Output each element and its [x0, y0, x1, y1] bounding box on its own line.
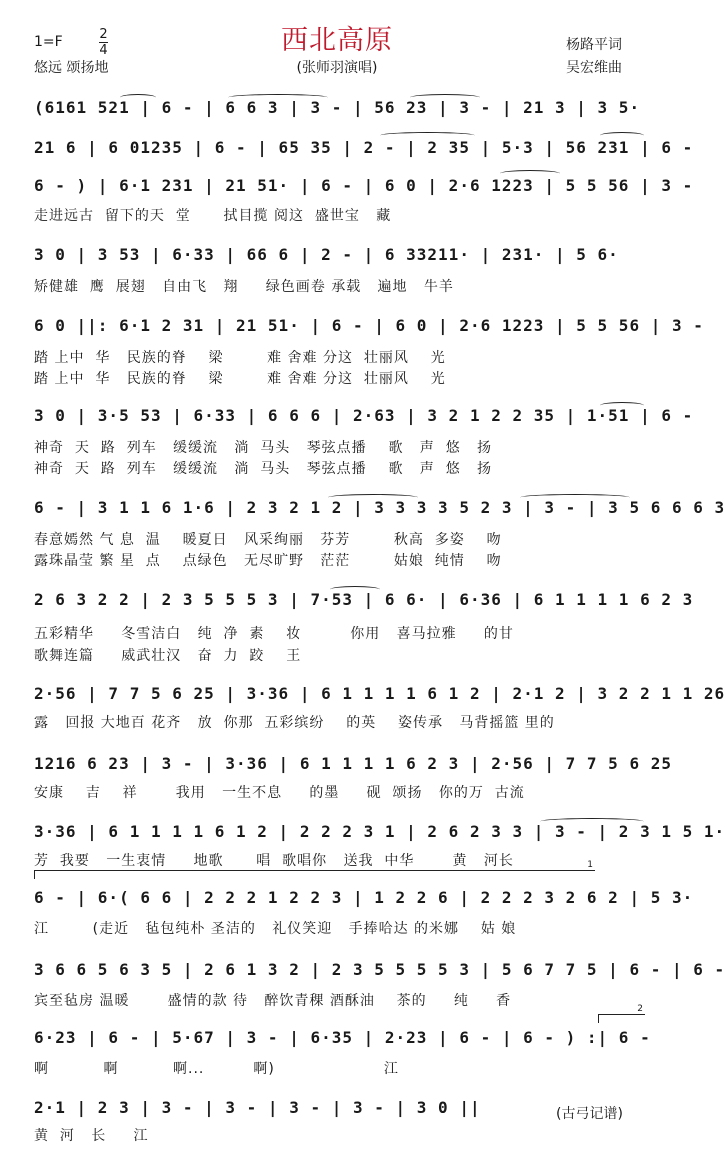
slur	[540, 818, 644, 825]
music-line: 6 - | 3 1 1 6 1·6 | 2 3 2 1 2 | 3 3 3 3 5 2 3 | 3 - | 3 5 6 6 6 3	[34, 498, 725, 517]
volta-bracket-2	[598, 1004, 645, 1023]
lyric-line: 春意嫣然 气 息 温 暖夏日 风采绚丽 芬芳 秋高 多姿 吻	[34, 532, 502, 548]
singer-credit: (张师羽演唱)	[296, 60, 378, 76]
slur	[600, 132, 644, 139]
composer-credit: 吴宏维曲	[566, 60, 622, 76]
tempo-marking: 悠远 颂扬地	[34, 60, 109, 76]
slur	[500, 170, 560, 177]
music-line: 2·1 | 2 3 | 3 - | 3 - | 3 - | 3 - | 3 0 ||	[34, 1098, 481, 1117]
lyric-line: 露珠晶莹 繁 星 点 点绿色 无尽旷野 茫茫 姑娘 纯情 吻	[34, 553, 502, 569]
music-line: 21 6 | 6 01235 | 6 - | 65 35 | 2 - | 2 35 | 5·3 | 56 231 | 6 -	[34, 138, 694, 157]
lyricist-credit: 杨路平词	[566, 37, 622, 53]
music-line: 6·23 | 6 - | 5·67 | 3 - | 6·35 | 2·23 | 6 - | 6 - ) :| 6 -	[34, 1028, 651, 1047]
volta-number-1: 1	[587, 860, 593, 870]
time-numerator: 2	[99, 27, 108, 42]
key-signature: 1=F	[34, 34, 63, 50]
music-line: 6 0 ||: 6·1 2 31 | 21 51· | 6 - | 6 0 | 2·6 1223 | 5 5 56 | 3 -	[34, 316, 704, 335]
music-line: 2·56 | 7 7 5 6 25 | 3·36 | 6 1 1 1 1 6 1 2 | 2·1 2 | 3 2 2 1 1 26	[34, 684, 725, 703]
music-line: 3 6 6 5 6 3 5 | 2 6 1 3 2 | 2 3 5 5 5 5 3 | 5 6 7 7 5 | 6 - | 6 -	[34, 960, 725, 979]
lyric-line: 走进远古 留下的天 堂 拭目揽 阅这 盛世宝 藏	[34, 208, 392, 224]
lyric-line: 啊 啊 啊... 啊) 江	[34, 1061, 399, 1077]
lyric-line: 宾至毡房 温暖 盛情的款 待 醉饮青稞 酒酥油 茶的 纯 香	[34, 993, 512, 1009]
lyric-line: 神奇 天 路 列车 缓缓流 淌 马头 琴弦点播 歌 声 悠 扬	[34, 440, 493, 456]
transcriber-credit: (古弓记谱)	[556, 1106, 623, 1122]
lyric-line: 五彩精华 冬雪洁白 纯 净 素 妆 你用 喜马拉雅 的甘	[34, 626, 514, 642]
slur	[600, 402, 644, 409]
volta-number-2: 2	[637, 1004, 643, 1014]
slur	[328, 494, 418, 501]
slur	[330, 586, 380, 593]
music-line: (6161 521 | 6 - | 6 6 3 | 3 - | 56 23 | 3 - | 21 3 | 3 5·	[34, 98, 641, 117]
song-title: 西北高原	[281, 25, 393, 56]
lyric-line: 踏 上中 华 民族的脊 梁 难 舍难 分这 壮丽风 光	[34, 371, 446, 387]
slur	[520, 494, 630, 501]
music-line: 3 0 | 3·5 53 | 6·33 | 6 6 6 | 2·63 | 3 2 1 2 2 35 | 1·51 | 6 -	[34, 406, 694, 425]
music-line: 6 - | 6·( 6 6 | 2 2 2 1 2 2 3 | 1 2 2 6 | 2 2 2 3 2 6 2 | 5 3·	[34, 888, 694, 907]
lyric-line: 神奇 天 路 列车 缓缓流 淌 马头 琴弦点播 歌 声 悠 扬	[34, 461, 493, 477]
lyric-line: 歌舞连篇 威武壮汉 奋 力 跤 王	[34, 648, 302, 664]
slur	[228, 94, 328, 101]
music-line: 6 - ) | 6·1 231 | 21 51· | 6 - | 6 0 | 2·6 1223 | 5 5 56 | 3 -	[34, 176, 694, 195]
slur	[120, 94, 156, 101]
music-line: 3 0 | 3 53 | 6·33 | 66 6 | 2 - | 6 33211· | 231· | 5 6·	[34, 245, 619, 264]
lyric-line: 露 回报 大地百 花齐 放 你那 五彩缤纷 的英 姿传承 马背摇篮 里的	[34, 715, 555, 731]
lyric-line: 黄 河 长 江	[34, 1128, 149, 1144]
lyric-line: 安康 吉 祥 我用 一生不息 的墨 砚 颂扬 你的万 古流	[34, 785, 525, 801]
lyric-line: 踏 上中 华 民族的脊 梁 难 舍难 分这 壮丽风 光	[34, 350, 446, 366]
music-line: 2 6 3 2 2 | 2 3 5 5 5 3 | 7·53 | 6 6· | 6·36 | 6 1 1 1 1 6 2 3	[34, 590, 694, 609]
lyric-line: 江 (走近 毡包纯朴 圣洁的 礼仪笑迎 手捧哈达 的米娜 姑 娘	[34, 921, 517, 937]
music-line: 1216 6 23 | 3 - | 3·36 | 6 1 1 1 1 6 2 3 | 2·56 | 7 7 5 6 25	[34, 754, 672, 773]
lyric-line: 芳 我要 一生衷情 地歌 唱 歌唱你 送我 中华 黄 河长	[34, 853, 514, 869]
time-denominator: 4	[99, 43, 108, 58]
slur	[410, 94, 480, 101]
lyric-line: 矫健雄 鹰 展翅 自由飞 翔 绿色画卷 承载 遍地 牛羊	[34, 279, 454, 295]
music-line: 3·36 | 6 1 1 1 1 6 1 2 | 2 2 2 3 1 | 2 6 2 3 3 | 3 - | 2 3 1 5 1·	[34, 822, 725, 841]
slur	[380, 132, 475, 139]
